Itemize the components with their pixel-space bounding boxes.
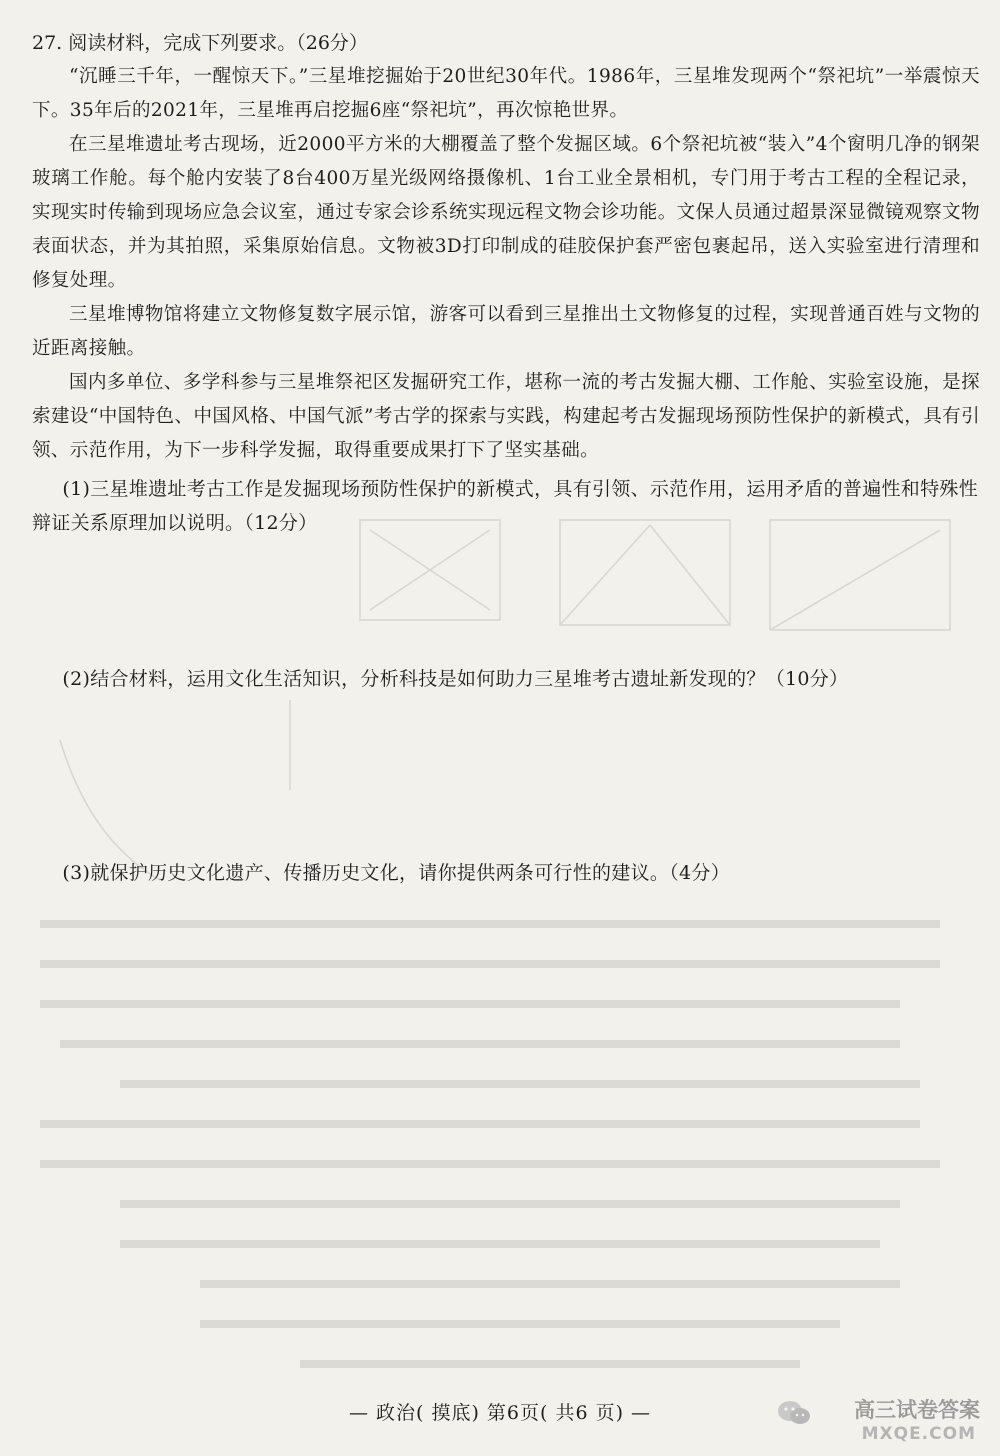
material-paragraph-3: 三星堆博物馆将建立文物修复数字展示馆，游客可以看到三星推出土文物修复的过程，实现普通百姓与文物的近距离接触。 — [32, 304, 980, 359]
watermark-url: MXQE.COM — [861, 1424, 976, 1444]
wechat-icon — [776, 1398, 812, 1428]
sub-question-1: (1)三星堆遗址考古工作是发掘现场预防性保护的新模式，具有引领、示范作用，运用矛盾的普遍性和特殊性辩证关系原理加以说明。（12分） — [32, 478, 979, 534]
watermark-text: 高三试卷答案 — [854, 1398, 980, 1422]
question-block — [32, 24, 980, 540]
material-paragraph-1: “沉睡三千年，一醒惊天下。”三星堆挖掘始于20世纪30年代。1986年，三星堆发现两个“祭祀坑”一举震惊天下。35年后的2021年，三星堆再启挖掘6座“祭祀坑”，再次惊艳世界。 — [32, 66, 980, 121]
material-paragraph-4: 国内多单位、多学科参与三星堆祭祀区发掘研究工作，堪称一流的考古发掘大棚、工作舱、实验室设施，是探索建设“中国特色、中国风格、中国气派”考古学的探索与实践，构建起考古发掘现场预防性保护的新模式，具有引领、示范作用，为下一步科学发掘，取得重要成果打下了坚实基础。 — [32, 372, 980, 461]
question-header: 27. 阅读材料，完成下列要求。（26分） — [32, 32, 368, 54]
page-footer: — 政治( 摸底) 第6页( 共6 页) — — [348, 1402, 652, 1424]
sub-question-3: (3)就保护历史文化遗产、传播历史文化，请你提供两条可行性的建议。（4分） — [62, 862, 730, 884]
sub-question-2: (2)结合材料，运用文化生活知识，分析科技是如何助力三星堆考古遗址新发现的？（10分） — [62, 668, 849, 690]
watermark — [776, 1392, 986, 1448]
material-paragraph-2: 在三星堆遗址考古现场，近2000平方米的大棚覆盖了整个发掘区域。6个祭祀坑被“装入”4个窗明几净的钢架玻璃工作舱。每个舱内安装了8台400万星光级网络摄像机、1台工业全景相机，专门用于考古工程的全程记录，实现实时传输到现场应急会议室，通过专家会诊系统实现远程文物会诊功能。文保人员通过超景深显微镜观察文物表面状态，并为其拍照，采集原始信息。文物被3D打印制成的硅胶保护套严密包裹起吊，送入实验室进行清理和修复处理。 — [32, 134, 980, 291]
